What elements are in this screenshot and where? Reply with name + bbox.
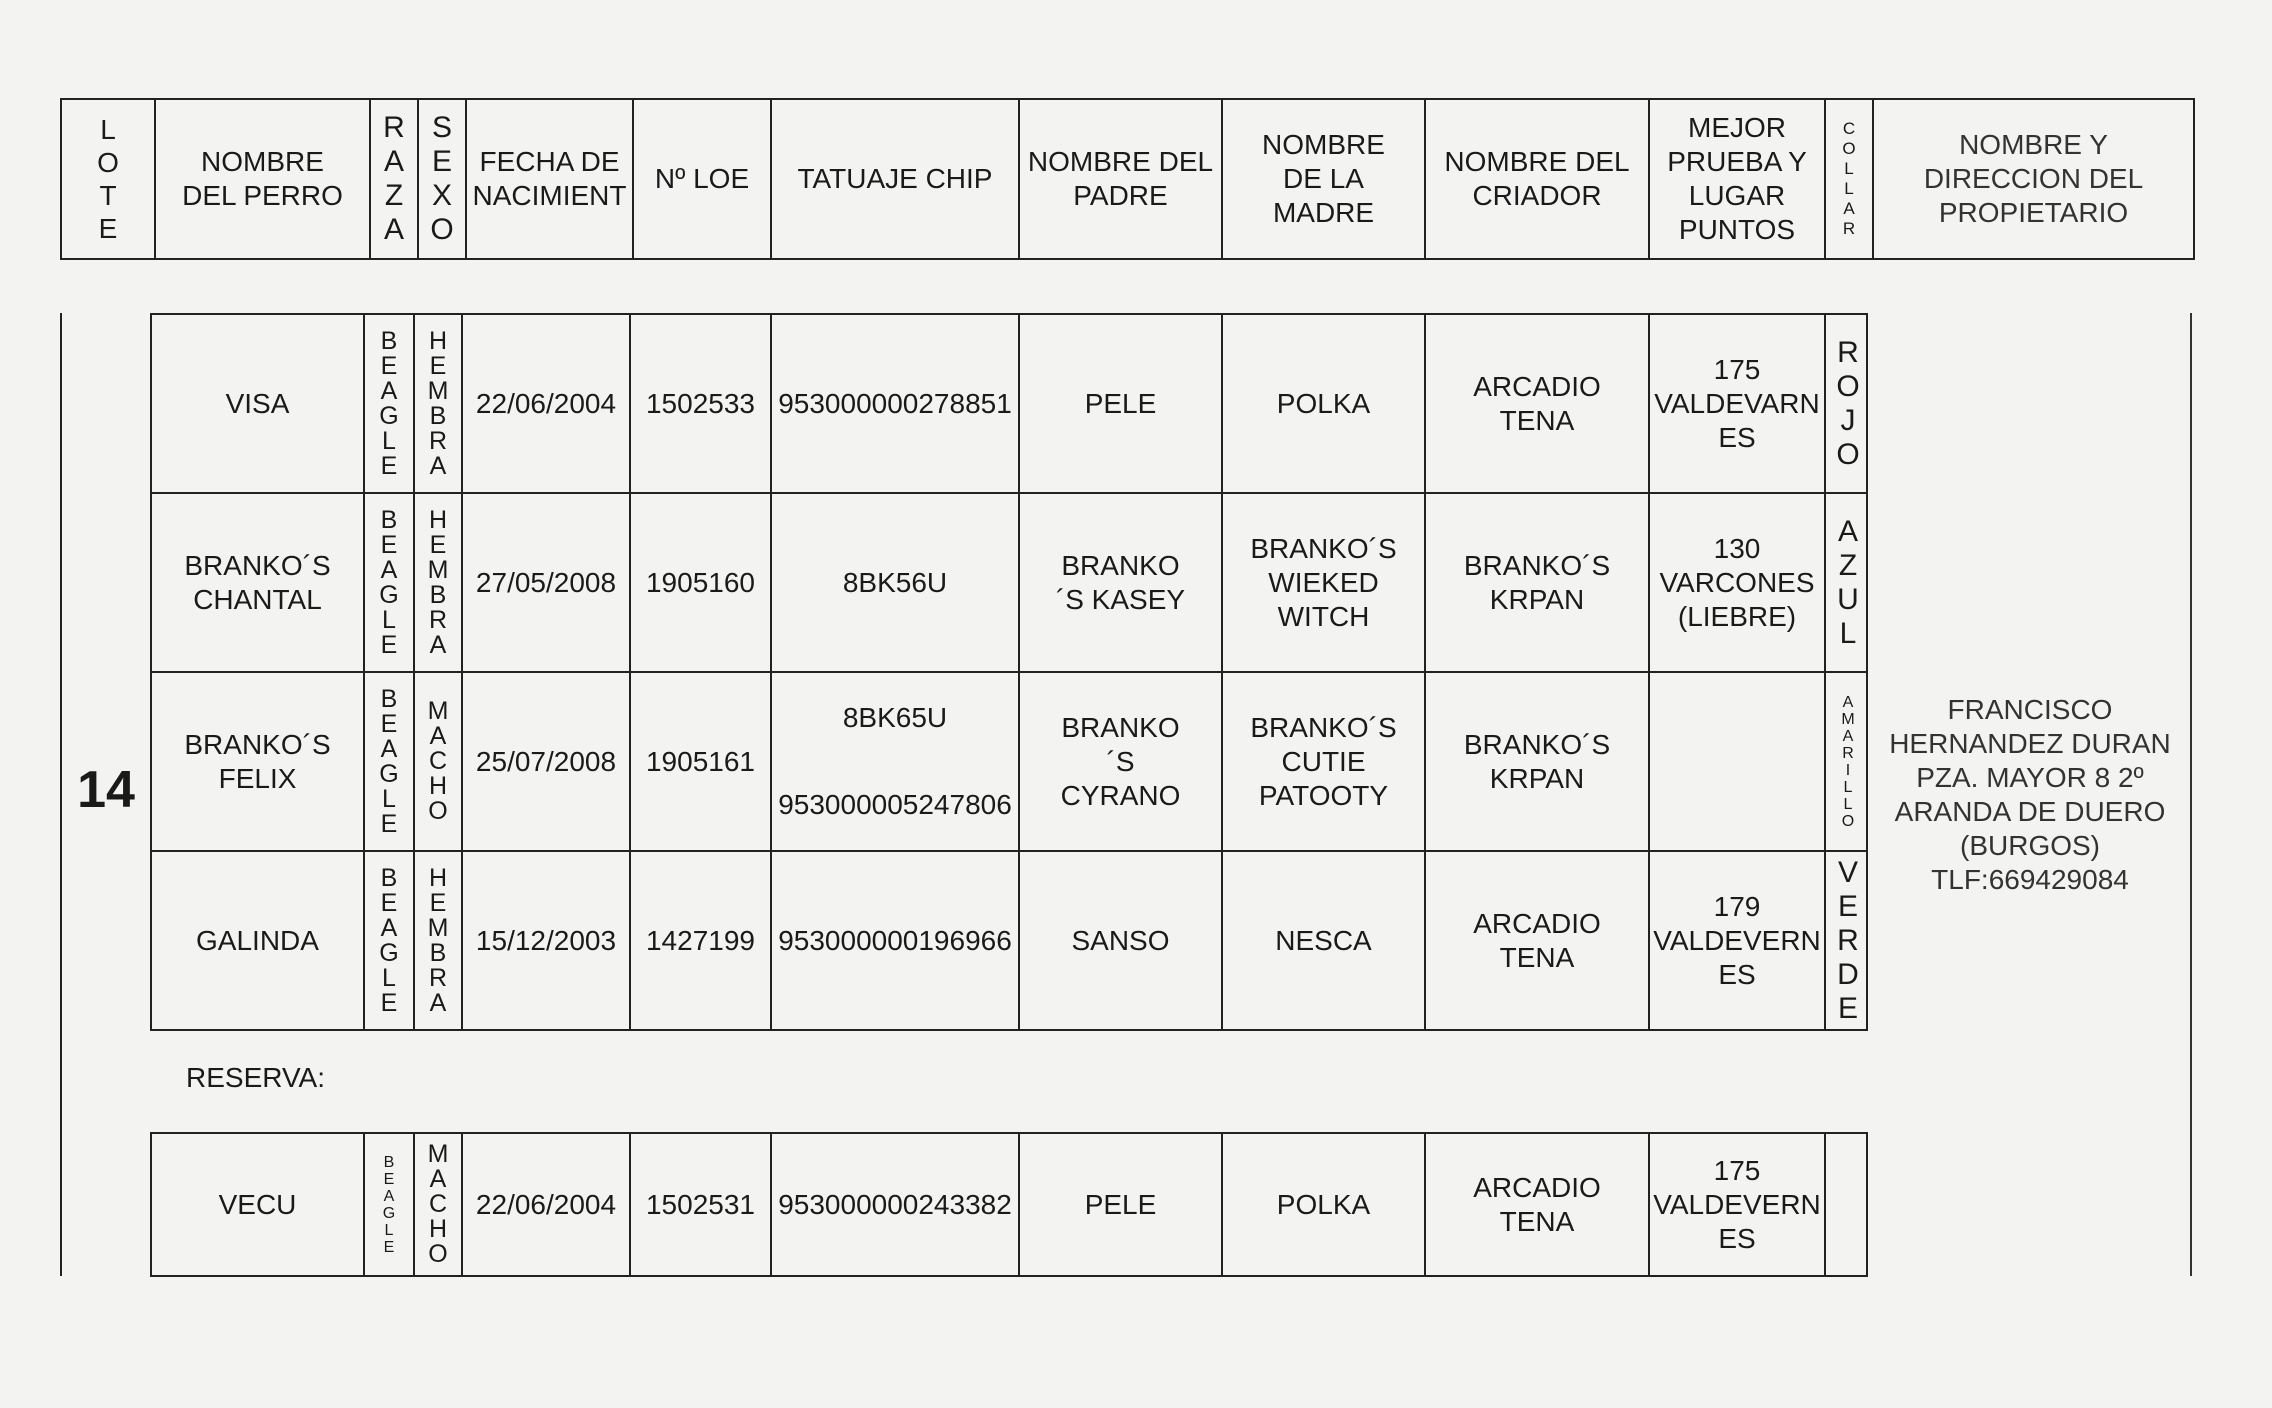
header-letter: L — [1844, 159, 1854, 178]
raza-letter: B — [380, 863, 398, 892]
raza-letter: B — [380, 505, 398, 534]
raza-letter: L — [382, 426, 396, 455]
owner-city: ARANDA DE DUERO — [1894, 796, 2166, 827]
cell-raza — [363, 673, 413, 850]
cell-prueba: 175 VALDEVERN ES — [1648, 1134, 1824, 1275]
sexo-letter: A — [429, 1165, 447, 1193]
sexo-letter: M — [427, 555, 449, 584]
sexo-letter: H — [428, 772, 448, 800]
raza-letter: L — [384, 1221, 394, 1239]
header-padre: NOMBRE DEL PADRE — [1018, 100, 1221, 258]
cell-collar — [1824, 852, 1870, 1029]
raza-letter: E — [380, 888, 398, 917]
cell-nombre: VISA — [225, 387, 290, 419]
sexo-letter: B — [429, 401, 447, 430]
header-letter: Z — [384, 179, 404, 212]
reserva-label: RESERVA: — [186, 1062, 326, 1093]
header-letter: R — [1842, 219, 1856, 238]
cell-sexo — [413, 673, 461, 850]
raza-letter: A — [383, 1187, 395, 1205]
header-propietario: NOMBRE Y DIRECCION DEL PROPIETARIO — [1872, 100, 2193, 258]
header-letter: S — [431, 111, 452, 144]
header-tatuaje: TATUAJE CHIP — [770, 100, 1018, 258]
cell-nombre: GALINDA — [196, 924, 319, 956]
header-letter: L — [100, 114, 116, 145]
raza-letter: E — [380, 351, 398, 380]
raza-letter: E — [380, 809, 398, 838]
cell-prueba: 179 VALDEVERN ES — [1648, 852, 1824, 1029]
owner-province: (BURGOS) — [1960, 830, 2100, 861]
sexo-letter: B — [429, 580, 447, 609]
cell-loe: 1905160 — [629, 494, 770, 671]
collar-letter: I — [1845, 761, 1851, 779]
cell-padre: BRANKO´S CYRANO — [1018, 673, 1221, 850]
collar-letter: A — [1837, 514, 1858, 548]
owner-block — [1870, 693, 2190, 897]
dog-row-1 — [150, 313, 1868, 494]
header-lote — [62, 100, 154, 258]
cell-madre: POLKA — [1221, 1134, 1424, 1275]
collar-letter: Z — [1838, 548, 1858, 582]
sexo-letter: E — [429, 888, 447, 917]
cell-tatuaje — [770, 673, 1018, 850]
lote-number: 14 — [77, 761, 135, 819]
collar-letter: R — [1842, 744, 1854, 762]
dog-row-3 — [150, 671, 1868, 852]
header-letter: A — [383, 213, 404, 246]
header-collar — [1824, 100, 1872, 258]
cell-sexo — [413, 494, 461, 671]
sexo-letter: A — [429, 988, 447, 1017]
dog-row-2 — [150, 492, 1868, 673]
sexo-letter: R — [428, 963, 448, 992]
dog-row-4 — [150, 850, 1868, 1031]
raza-letter: E — [380, 530, 398, 559]
collar-letter: M — [1841, 710, 1855, 728]
collar-letter: E — [1837, 991, 1858, 1025]
owner-name: FRANCISCO — [1947, 694, 2113, 725]
cell-madre: BRANKO´S CUTIE PATOOTY — [1221, 673, 1424, 850]
header-letter: A — [383, 145, 404, 178]
raza-letter: L — [382, 963, 396, 992]
cell-padre: PELE — [1018, 1134, 1221, 1275]
sexo-letter: E — [429, 530, 447, 559]
cell-sexo — [413, 1134, 461, 1275]
cell-prueba — [1648, 673, 1824, 850]
sexo-letter: M — [427, 697, 449, 725]
cell-madre: POLKA — [1221, 315, 1424, 492]
cell-raza — [363, 315, 413, 492]
collar-letter: L — [1839, 616, 1857, 650]
cell-fecha: 22/06/2004 — [461, 1134, 629, 1275]
raza-letter: G — [379, 759, 399, 788]
raza-letter: B — [383, 1153, 395, 1171]
cell-criador: ARCADIO TENA — [1424, 315, 1648, 492]
owner-surname: HERNANDEZ DURAN — [1889, 728, 2171, 759]
header-letter: E — [431, 145, 452, 178]
sexo-letter: C — [428, 747, 448, 775]
cell-raza — [363, 494, 413, 671]
cell-fecha: 27/05/2008 — [461, 494, 629, 671]
cell-criador: ARCADIO TENA — [1424, 852, 1648, 1029]
header-row — [60, 98, 2195, 260]
raza-letter: G — [382, 1204, 396, 1222]
header-letter: A — [1843, 199, 1855, 218]
sexo-letter: C — [428, 1190, 448, 1218]
cell-padre: BRANKO´S KASEY — [1018, 494, 1221, 671]
cell-tatuaje: 953000000196966 — [770, 852, 1018, 1029]
cell-loe: 1905161 — [629, 673, 770, 850]
sexo-letter: M — [427, 376, 449, 405]
sexo-letter: B — [429, 938, 447, 967]
collar-letter: U — [1837, 582, 1859, 616]
cell-nombre: BRANKO´S CHANTAL — [184, 549, 331, 615]
collar-letter: L — [1843, 778, 1853, 796]
cell-prueba: 175 VALDEVARN ES — [1648, 315, 1824, 492]
header-sexo — [417, 100, 465, 258]
cell-padre: PELE — [1018, 315, 1221, 492]
cell-raza — [363, 1134, 413, 1275]
raza-letter: A — [380, 376, 398, 405]
sexo-letter: H — [428, 1215, 448, 1243]
sexo-letter: R — [428, 605, 448, 634]
cell-criador: ARCADIO TENA — [1424, 1134, 1648, 1275]
tatuaje-value: 8BK65U — [842, 702, 948, 733]
sexo-letter: M — [427, 913, 449, 942]
collar-letter: V — [1837, 855, 1858, 889]
cell-criador: BRANKO´S KRPAN — [1424, 494, 1648, 671]
raza-letter: L — [382, 605, 396, 634]
cell-fecha: 25/07/2008 — [461, 673, 629, 850]
raza-letter: B — [380, 326, 398, 355]
sexo-letter: R — [428, 426, 448, 455]
raza-letter: G — [379, 401, 399, 430]
sexo-letter: M — [427, 1140, 449, 1168]
raza-letter: E — [380, 988, 398, 1017]
header-letter: X — [431, 179, 452, 212]
raza-letter: E — [383, 1170, 395, 1188]
collar-letter: O — [1836, 369, 1860, 403]
cell-sexo — [413, 852, 461, 1029]
sexo-letter: H — [428, 863, 448, 892]
collar-letter: R — [1837, 335, 1859, 369]
chip-value: 953000005247806 — [778, 789, 1012, 820]
header-letter: E — [98, 213, 118, 244]
header-letter: O — [1842, 139, 1856, 158]
header-letter: O — [97, 147, 119, 178]
sexo-letter: H — [428, 505, 448, 534]
raza-letter: E — [380, 451, 398, 480]
cell-padre: SANSO — [1018, 852, 1221, 1029]
raza-letter: B — [380, 684, 398, 713]
cell-fecha: 15/12/2003 — [461, 852, 629, 1029]
cell-criador: BRANKO´S KRPAN — [1424, 673, 1648, 850]
cell-collar — [1824, 1134, 1870, 1275]
owner-phone: TLF:669429084 — [1931, 864, 2129, 895]
cell-tatuaje: 953000000243382 — [770, 1134, 1018, 1275]
raza-letter: A — [380, 734, 398, 763]
cell-prueba: 130 VARCONES (LIEBRE) — [1648, 494, 1824, 671]
propietario-right-line — [2190, 313, 2192, 1276]
cell-madre: BRANKO´S WIEKED WITCH — [1221, 494, 1424, 671]
header-letter: C — [1842, 119, 1856, 138]
header-letter: T — [99, 180, 117, 211]
raza-letter: A — [380, 913, 398, 942]
collar-letter: A — [1842, 727, 1854, 745]
cell-loe: 1502531 — [629, 1134, 770, 1275]
raza-letter: G — [379, 580, 399, 609]
cell-loe: 1502533 — [629, 315, 770, 492]
header-prueba: MEJOR PRUEBA Y LUGAR PUNTOS — [1648, 100, 1824, 258]
cell-loe: 1427199 — [629, 852, 770, 1029]
raza-letter: A — [380, 555, 398, 584]
raza-letter: E — [380, 709, 398, 738]
sexo-letter: A — [429, 451, 447, 480]
header-letter: R — [383, 111, 405, 144]
tatuaje-pair — [778, 673, 1012, 850]
collar-letter: D — [1837, 957, 1859, 991]
cell-tatuaje: 8BK56U — [770, 494, 1018, 671]
collar-letter: J — [1840, 403, 1856, 437]
header-raza — [369, 100, 417, 258]
lote-left-line — [60, 313, 62, 1276]
cell-fecha: 22/06/2004 — [461, 315, 629, 492]
collar-letter: L — [1843, 795, 1853, 813]
header-madre: NOMBRE DE LA MADRE — [1221, 100, 1424, 258]
cell-nombre: BRANKO´S FELIX — [184, 728, 331, 794]
cell-madre: NESCA — [1221, 852, 1424, 1029]
collar-letter: R — [1837, 923, 1859, 957]
cell-collar — [1824, 315, 1870, 492]
collar-letter: O — [1841, 812, 1855, 830]
raza-letter: L — [382, 784, 396, 813]
header-loe: Nº LOE — [632, 100, 770, 258]
cell-sexo — [413, 315, 461, 492]
owner-address: PZA. MAYOR 8 2º — [1916, 762, 2144, 793]
cell-tatuaje: 953000000278851 — [770, 315, 1018, 492]
dog-row-reserva — [150, 1132, 1868, 1277]
raza-letter: E — [383, 1238, 395, 1256]
sexo-letter: A — [429, 722, 447, 750]
header-nombre-perro: NOMBRE DEL PERRO — [154, 100, 369, 258]
cell-collar — [1824, 494, 1870, 671]
collar-letter: A — [1842, 693, 1854, 711]
header-letter: O — [430, 213, 454, 246]
sexo-letter: O — [428, 797, 448, 825]
cell-collar — [1824, 673, 1870, 850]
collar-letter: E — [1837, 889, 1858, 923]
cell-nombre: VECU — [218, 1188, 297, 1220]
raza-letter: E — [380, 630, 398, 659]
raza-letter: G — [379, 938, 399, 967]
sexo-letter: O — [428, 1240, 448, 1268]
header-criador: NOMBRE DEL CRIADOR — [1424, 100, 1648, 258]
header-fecha: FECHA DE NACIMIENT — [465, 100, 632, 258]
collar-letter: O — [1836, 437, 1860, 471]
sexo-letter: A — [429, 630, 447, 659]
sexo-letter: H — [428, 326, 448, 355]
cell-raza — [363, 852, 413, 1029]
header-letter: L — [1844, 179, 1854, 198]
sexo-letter: E — [429, 351, 447, 380]
